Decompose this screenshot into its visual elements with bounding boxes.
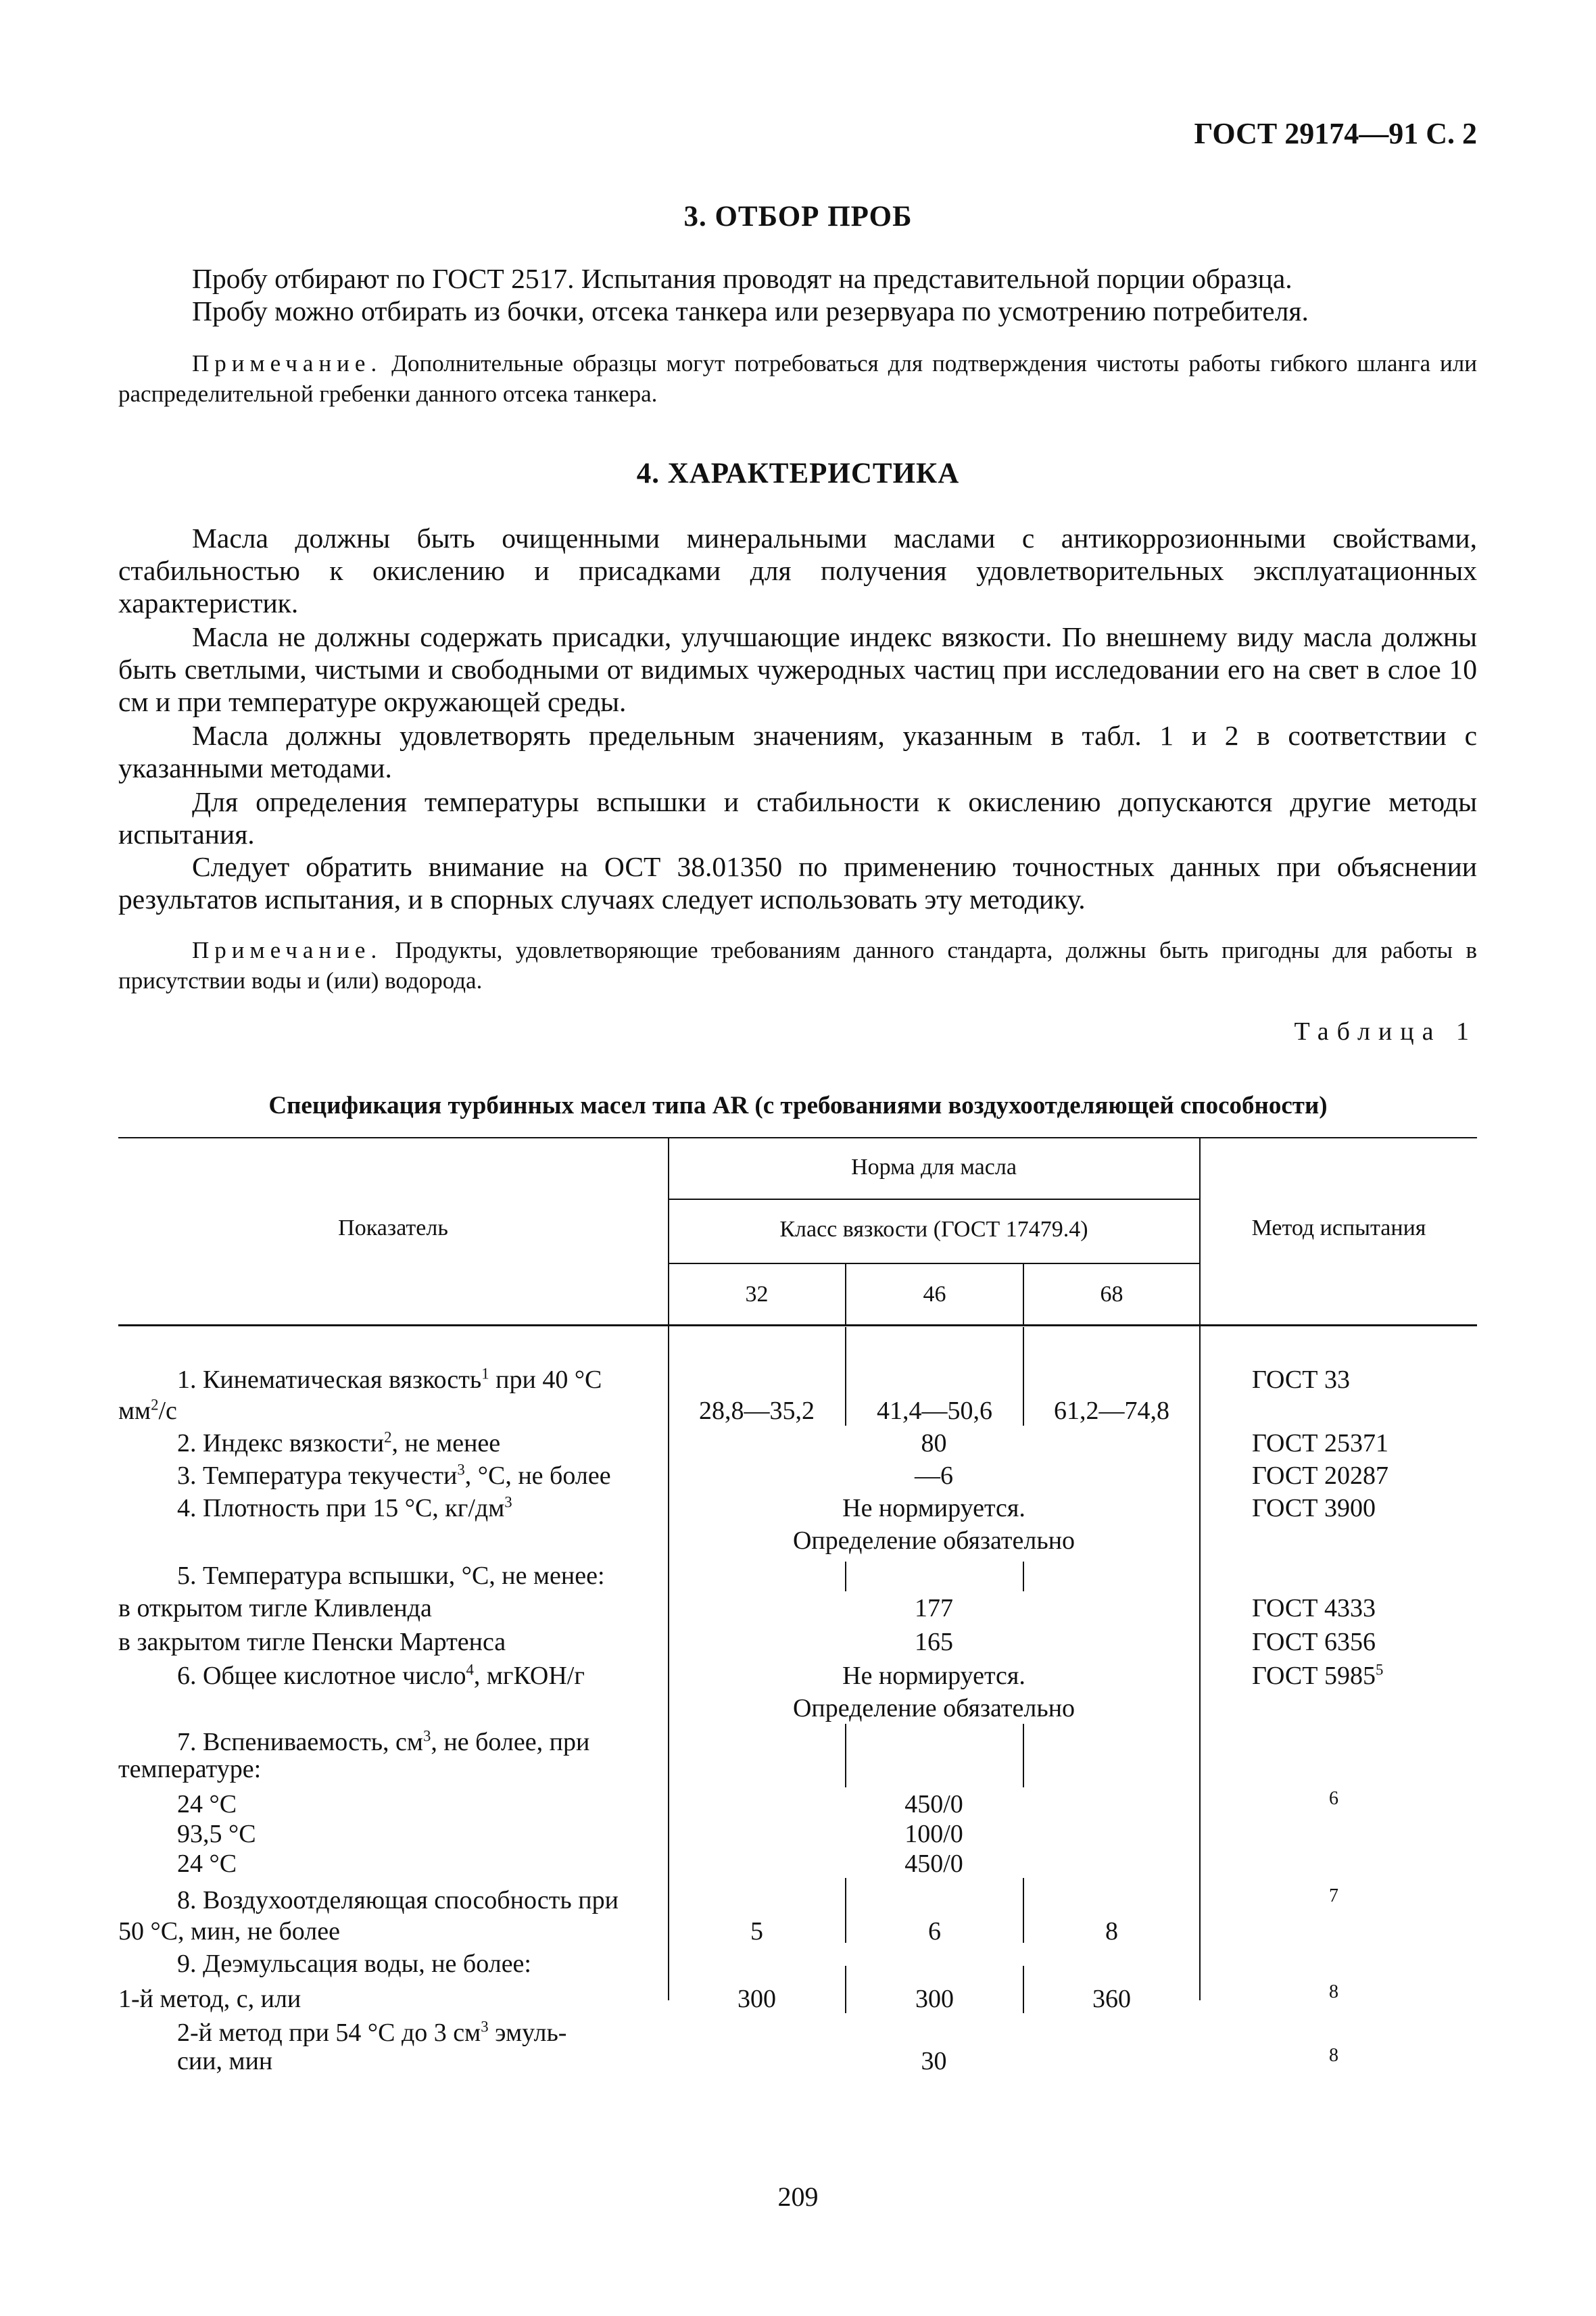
row2-method: ГОСТ 25371: [1252, 1429, 1388, 1457]
page-header: ГОСТ 29174—91 С. 2: [1194, 117, 1477, 150]
row5-value2: 165: [915, 1628, 953, 1656]
row3-value: —6: [915, 1462, 953, 1490]
section-4-paragraph-3: Масла должны удовлетворять предельным значениям, указанным в табл. 1 и 2 в соответствии с указанными методами.: [118, 720, 1477, 783]
row1-value-68: 61,2—74,8: [1054, 1397, 1169, 1425]
row7-temp2: 93,5 °С: [177, 1820, 256, 1848]
header-rule-class: [669, 1263, 1200, 1264]
header-indicator: Показатель: [338, 1215, 448, 1240]
row8-indicator: 8. Воздухоотделяющая способность при: [177, 1886, 619, 1914]
row3-method: ГОСТ 20287: [1252, 1462, 1388, 1490]
row5-indicator: 5. Температура вспышки, °С, не менее:: [177, 1562, 605, 1590]
row7-indicator-cont: температуре:: [118, 1755, 262, 1783]
row8-value-68: 8: [1105, 1917, 1118, 1946]
header-viscosity-class: Класс вязкости (ГОСТ 17479.4): [779, 1217, 1088, 1242]
row8-method-ref: 7: [1329, 1885, 1338, 1906]
note-label: Примечание.: [192, 937, 383, 963]
row3-indicator: 3. Температура текучести$^3$, °С, не более: [177, 1461, 611, 1490]
section-3-paragraph-2: Пробу можно отбирать из бочки, отсека танкера или резервуара по усмотрению потребителя.: [192, 295, 1309, 327]
row6-value-line2: Определение обязательно: [792, 1694, 1075, 1722]
row7-temp1: 24 °С: [177, 1790, 237, 1818]
section-3-note: [118, 348, 1477, 409]
header-class-68: 68: [1100, 1282, 1123, 1307]
body-divider: [1023, 1724, 1024, 1787]
row6-method: ГОСТ 5985$^5$: [1252, 1661, 1384, 1690]
row5-sub2: в закрытом тигле Пенски Мартенса: [118, 1628, 506, 1656]
note-label: Примечание.: [192, 350, 383, 377]
row8-value-32: 5: [750, 1917, 763, 1946]
row2-indicator: 2. Индекс вязкости$^2$, не менее: [177, 1428, 501, 1457]
row9-method-ref-1: 8: [1329, 1981, 1338, 2002]
row5-method2: ГОСТ 6356: [1252, 1628, 1376, 1656]
section-4-title: 4. ХАРАКТЕРИСТИКА: [636, 458, 960, 489]
body-divider: [1023, 1562, 1024, 1591]
header-rule-norm: [669, 1199, 1200, 1200]
row5-value1: 177: [915, 1594, 953, 1622]
row2-value: 80: [921, 1429, 947, 1457]
row5-sub1: в открытом тигле Кливленда: [118, 1594, 432, 1622]
section-4-paragraph-4: Для определения температуры вспышки и стабильности к окислению допускаются другие методы испытания.: [118, 786, 1477, 850]
row9-value-46: 300: [915, 1985, 954, 2013]
row7-indicator: 7. Вспениваемость, $см^3$, не более, при: [177, 1727, 590, 1756]
section-4-note: [118, 935, 1477, 996]
header-norm: Норма для масла: [851, 1155, 1017, 1180]
header-class-46: 46: [923, 1282, 946, 1307]
row6-value-line1: Не нормируется.: [842, 1662, 1025, 1690]
row5-method1: ГОСТ 4333: [1252, 1594, 1376, 1622]
row7-value1: 450/0: [904, 1790, 963, 1818]
row8-value-46: 6: [928, 1917, 941, 1946]
body-divider: [845, 1724, 846, 1787]
row7-value2: 100/0: [904, 1820, 963, 1848]
section-3-title: 3. ОТБОР ПРОБ: [683, 201, 913, 233]
row1-method: ГОСТ 33: [1252, 1366, 1350, 1394]
body-divider: [845, 1562, 846, 1591]
row9-sub1: 1-й метод, с, или: [118, 1985, 301, 2013]
row9-value-32: 300: [737, 1985, 776, 2013]
row9-sub2-cont: сии, мин: [177, 2047, 273, 2075]
row9-value2: 30: [921, 2047, 947, 2075]
note-text: Продукты, удовлетворяющие требованиям данного стандарта, должны быть пригодны для работы в присутствии воды и (или) водорода.: [118, 937, 1477, 994]
row4-indicator: 4. Плотность при 15 °С, $кг/дм^3$: [177, 1493, 512, 1522]
header-method: Метод испытания: [1251, 1215, 1426, 1240]
header-bottom-rule: [118, 1324, 1477, 1326]
row1-unit: $мм^2/с$: [118, 1396, 177, 1425]
table-label: Таблица 1: [1294, 1017, 1477, 1046]
note-text: Дополнительные образцы могут потребоваться для подтверждения чистоты работы гибкого шланга или распределительной гребенки данного отсека танкера.: [118, 350, 1477, 407]
row1-value-46: 41,4—50,6: [877, 1397, 992, 1425]
row7-method-ref: 6: [1329, 1788, 1338, 1809]
row9-value-68: 360: [1092, 1985, 1131, 2013]
section-4-paragraph-5: Следует обратить внимание на ОСТ 38.01350 по применению точностных данных при объяснении результатов испытания, и в спорных случаях следует использовать эту методику.: [118, 851, 1477, 915]
page-number: 209: [777, 2181, 819, 2212]
row9-indicator: 9. Деэмульсация воды, не более:: [177, 1950, 531, 1978]
section-4-paragraph-1: Масла должны быть очищенными минеральными маслами с антикоррозионными свойствами, стабильностью к окислению и присадками для получения удовлетворительных эксплуатационных характеристик.: [118, 523, 1477, 619]
row7-value3: 450/0: [904, 1850, 963, 1878]
row4-method: ГОСТ 3900: [1252, 1494, 1376, 1522]
row4-value-line2: Определение обязательно: [792, 1526, 1075, 1555]
row1-value-32: 28,8—35,2: [699, 1397, 815, 1425]
table-top-rule: [118, 1137, 1477, 1138]
section-3-paragraph-1: Пробу отбирают по ГОСТ 2517. Испытания проводят на представительной порции образца.: [192, 263, 1292, 294]
row8-indicator-cont: 50 °С, мин, не более: [118, 1917, 340, 1946]
header-class-32: 32: [745, 1282, 769, 1307]
table-caption: Спецификация турбинных масел типа AR (с требованиями воздухоотделяющей способности): [268, 1092, 1328, 1119]
row7-temp3: 24 °С: [177, 1850, 237, 1878]
column-divider-method: [1199, 1138, 1201, 2000]
row9-method-ref-2: 8: [1329, 2045, 1338, 2066]
row6-indicator: 6. Общее кислотное число$^4$, мгКОН/г: [177, 1661, 585, 1690]
row1-indicator: 1. Кинематическая вязкость$^1$ при 40 °С: [177, 1365, 602, 1394]
row9-sub2: 2-й метод при 54 °С до 3 $см^3$ эмуль-: [177, 2018, 567, 2047]
row4-value-line1: Не нормируется.: [842, 1494, 1025, 1522]
section-4-paragraph-2: Масла не должны содержать присадки, улучшающие индекс вязкости. По внешнему виду масла должны быть светлыми, чистыми и свободными от видимых чужеродных частиц при исследовании его на свет в слое 10 см и при температуре окружающей среды.: [118, 621, 1477, 717]
